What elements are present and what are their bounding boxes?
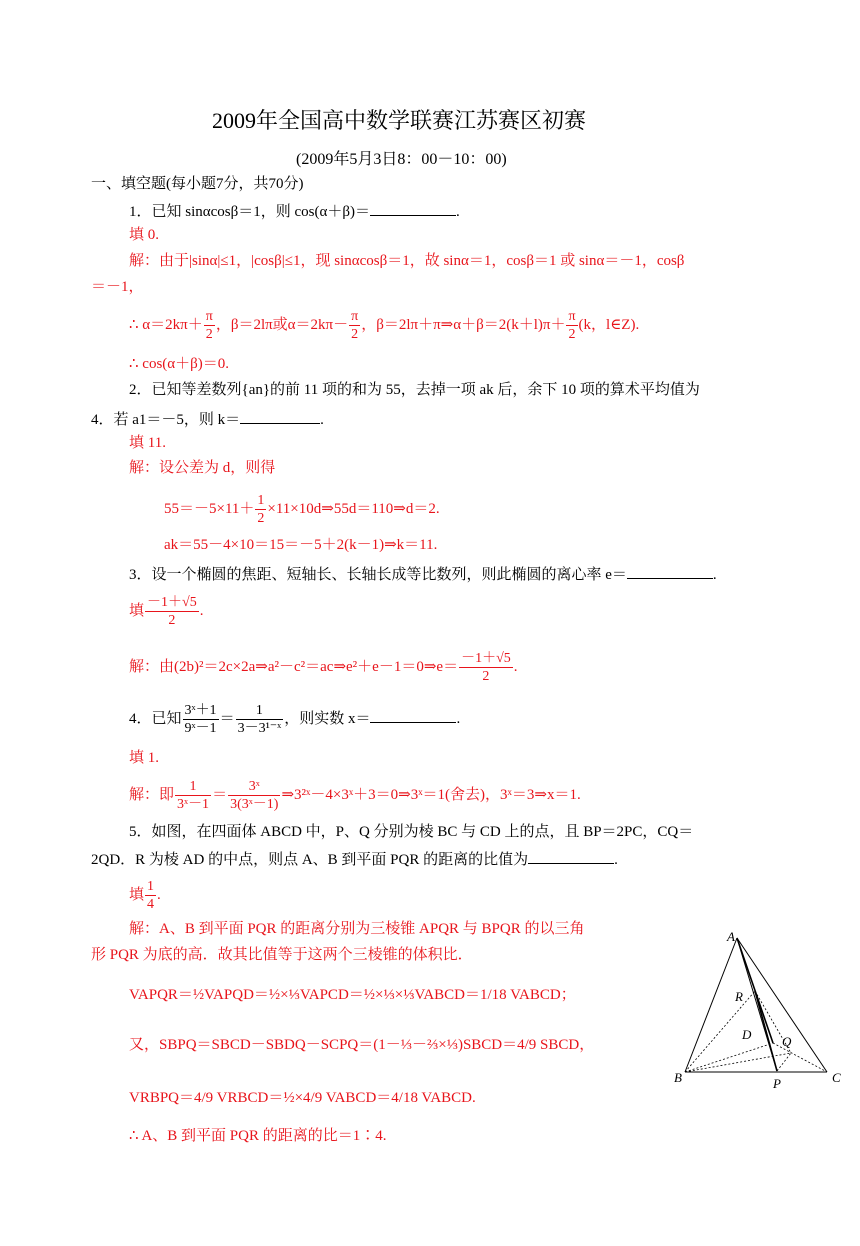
section-heading: 一、填空题(每小题7分，共70分) xyxy=(91,176,304,192)
fraction: $\frac{1}{\text{3－3¹⁻ˣ}}$ xyxy=(237,703,282,736)
problem-3-solution-line: 解：由(2b)²＝2c×2a⇒a²－c²＝ac⇒e²＋e－1＝0⇒e＝ $\frac{-1+√5}{2}$ . xyxy=(129,651,518,684)
point-label-r: R xyxy=(735,989,743,1004)
problem-1-question: 1．已知 sinαcosβ＝1，则 cos(α＋β)＝ . xyxy=(129,201,460,221)
fraction: $\frac{-1+√5}{2}$ xyxy=(147,595,197,628)
problem-4-solution-line: 解：即 $\frac{1}{\text{3ˣ－1}}$ ＝ $\frac{\text{3ˣ}}{\text{3(3ˣ－1)}}$ ⇒3²ˣ－4×3ˣ＋3＝0⇒3ˣ＝1(舍去)，3ˣ＝3⇒x＝1. xyxy=(129,779,581,812)
fraction: $\frac{\pi}{2}$ xyxy=(568,309,576,342)
problem-1-solution-line: ＝－1， xyxy=(91,279,144,295)
problem-5-solution-line: VRBPQ＝4/9 VRBCD＝½×4/9 VABCD＝4/18 VABCD. xyxy=(129,1090,476,1106)
problem-3-answer: 填 $\frac{-1+√5}{2}$ . xyxy=(129,595,204,628)
problem-3-question: 3．设一个椭圆的焦距、短轴长、长轴长成等比数列，则此椭圆的离心率 e＝ . xyxy=(129,564,717,584)
vertex-label-d: D xyxy=(742,1027,752,1042)
problem-2-question: 4．若 a1＝－5，则 k＝ . xyxy=(91,409,324,429)
fraction: $\frac{\pi}{2}$ xyxy=(351,309,359,342)
problem-5-question: 2QD．R 为棱 AD 的中点，则点 A、B 到平面 PQR 的距离的比值为 . xyxy=(91,849,618,869)
fraction: $\frac{-1+√5}{2}$ xyxy=(461,651,511,684)
problem-5-solution-line: 又，SBPQ＝SBCD－SBDQ－SCPQ＝(1－⅓－⅔×⅓)SBCD＝4/9 SBCD， xyxy=(129,1037,595,1053)
problem-1-answer: 填 0. xyxy=(129,227,160,243)
problem-5-answer: 填 $\frac{1}{4}$ . xyxy=(129,879,161,912)
edge-bd xyxy=(685,1043,773,1072)
problem-5-question: 5．如图，在四面体 ABCD 中，P、Q 分别为棱 BC 与 CD 上的点，且 BP＝2PC，CQ＝ xyxy=(129,824,694,840)
fraction: $\frac{\pi}{2}$ xyxy=(205,309,213,342)
problem-2-answer: 填 11. xyxy=(129,435,166,451)
problem-1-solution-line: ∴ cos(α＋β)＝0. xyxy=(129,356,230,372)
problem-2-solution-line: 55＝－5×11＋ $\frac{1}{2}$ ×11×10d⇒55d＝110⇒d＝2. xyxy=(164,493,440,526)
edge-ab xyxy=(685,938,737,1072)
vertex-label-a: A xyxy=(727,929,735,944)
page-title: 2009年全国高中数学联赛江苏赛区初赛 xyxy=(212,108,587,133)
vertex-label-c: C xyxy=(832,1070,841,1085)
fraction: $\frac{1}{4}$ xyxy=(147,879,155,912)
problem-2-solution-line: ak＝55－4×10＝15＝－5＋2(k－1)⇒k＝11. xyxy=(164,537,438,553)
problem-1-solution-line: 解：由于|sinα|≤1，|cosβ|≤1，现 sinαcosβ＝1，故 sinα＝1，cosβ＝1 或 sinα＝－1，cosβ xyxy=(129,253,685,269)
tetrahedron-figure xyxy=(670,925,850,1095)
problem-2-solution-line: 解：设公差为 d，则得 xyxy=(129,460,276,476)
problem-2-question: 2．已知等差数列{an}的前 11 项的和为 55，去掉一项 ak 后，余下 10 项的算术平均值为 xyxy=(129,382,700,398)
problem-5-solution-line: 解：A、B 到平面 PQR 的距离分别为三棱锥 APQR 与 BPQR 的以三角 xyxy=(129,921,585,937)
problem-5-solution-line: 形 PQR 为底的高．故其比值等于这两个三棱锥的体积比． xyxy=(91,947,473,963)
fraction: $\frac{1}{\text{3ˣ－1}}$ xyxy=(177,779,210,812)
edge-rp xyxy=(755,991,777,1071)
edge-ac xyxy=(737,938,827,1072)
problem-5-solution-line: ∴ A、B 到平面 PQR 的距离的比＝1∶4. xyxy=(129,1128,387,1144)
exam-date: (2009年5月3日8：00－10：00) xyxy=(296,151,507,168)
problem-4-answer: 填 1. xyxy=(129,750,160,766)
fraction: $\frac{1}{2}$ xyxy=(257,493,265,526)
point-label-p: P xyxy=(773,1076,781,1091)
point-label-q: Q xyxy=(782,1034,792,1049)
problem-5-solution-line: VAPQR＝½VAPQD＝½×⅓VAPCD＝½×⅓×⅓VABCD＝1/18 VABCD； xyxy=(129,987,576,1003)
problem-4-question: 4．已知 $\frac{\text{3ˣ＋1}}{\text{9ˣ－1}}$ ＝ $\frac{1}{\text{3－3¹⁻ˣ}}$ ，则实数 x＝ . xyxy=(129,703,461,736)
edge-pq xyxy=(777,1053,791,1071)
problem-1-solution-line: ∴ α＝2kπ＋ $\frac{\pi}{2}$ ，β＝2lπ或α＝2kπ－ $\frac{\pi}{2}$ ，β＝2lπ＋π⇒α＋β＝2(k＋l)π＋ $\frac{\pi}{2}$ (k，l∈Z). xyxy=(129,309,640,342)
fraction: $\frac{\text{3ˣ}}{\text{3(3ˣ－1)}}$ xyxy=(230,779,279,812)
vertex-label-b: B xyxy=(674,1070,682,1085)
fraction: $\frac{\text{3ˣ＋1}}{\text{9ˣ－1}}$ xyxy=(184,703,217,736)
